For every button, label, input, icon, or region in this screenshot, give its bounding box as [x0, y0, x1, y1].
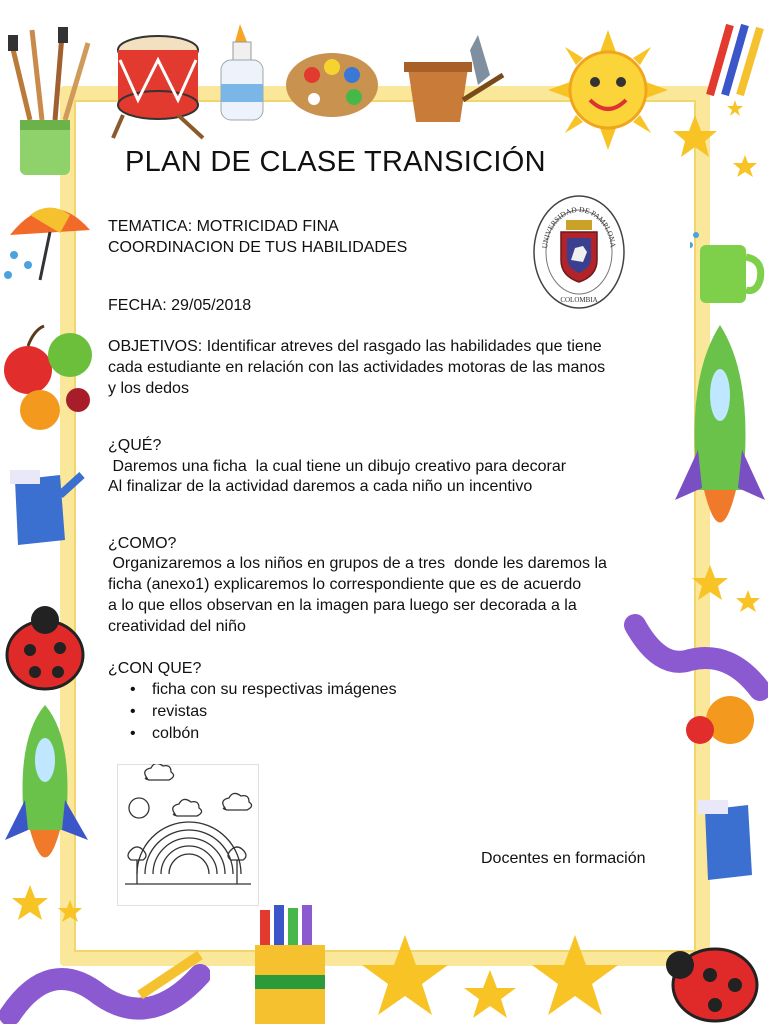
flower-pot-shovel-icon [398, 30, 508, 130]
materials-list [128, 679, 397, 745]
como-line-3: a lo que ellos observan en la imagen para luego ser decorada a la [108, 597, 577, 614]
como-line-1: Organizaremos a los niños en grupos de a tres donde les daremos la [108, 555, 607, 572]
list-item: • revistas [128, 701, 397, 723]
stars-left-icon [10, 880, 100, 940]
stars-bottom-icon [350, 930, 640, 1024]
seal-ring-text: UNIVERSIDAD DE PAMPLONA [540, 204, 618, 249]
university-seal [531, 190, 627, 312]
rocket-icon [0, 700, 90, 880]
rocket-right-icon [670, 320, 768, 555]
paintbrushes-jar-icon [0, 25, 110, 175]
drum-icon [108, 20, 208, 140]
fruits-icon [0, 300, 100, 430]
page-title: PLAN DE CLASE TRANSICIÓN [125, 146, 546, 178]
glue-bottle-icon [215, 22, 270, 127]
seal-crown-icon [566, 220, 592, 230]
que-line-1: Daremos una ficha la cual tiene un dibujo creativo para decorar [108, 458, 567, 475]
objetivos-line-3: y los dedos [108, 380, 189, 397]
rainbow-drawing [117, 764, 259, 906]
ladybug-icon [0, 600, 95, 700]
list-item: • ficha con su respectivas imágenes [128, 679, 397, 701]
fecha-text: FECHA: 29/05/2018 [108, 297, 252, 314]
worm-bottom-icon [0, 935, 210, 1024]
crayons-icon [700, 20, 768, 100]
signature-text: Docentes en formación [481, 850, 646, 867]
tematica-subtitle: COORDINACION DE TUS HABILIDADES [108, 239, 408, 256]
watering-can-right-icon [690, 780, 768, 890]
crayon-box-icon [250, 905, 340, 1024]
watering-can-icon [0, 445, 85, 560]
paint-palette-icon [282, 45, 382, 125]
stars-icon [665, 95, 768, 215]
worm-icon [620, 610, 768, 760]
que-line-2: Al finalizar de la actividad daremos a cada niño un incentivo [108, 478, 533, 495]
con-que-heading: ¿CON QUE? [108, 660, 202, 677]
tematica-label: TEMATICA: MOTRICIDAD FINA [108, 218, 339, 235]
list-item: • colbón [128, 723, 397, 745]
como-line-4: creatividad del niño [108, 618, 246, 635]
umbrella-icon [0, 185, 95, 285]
ladybug-bottom-icon [655, 930, 768, 1024]
objetivos-line-2: cada estudiante en relación con las actividades motoras de las manos [108, 359, 606, 376]
como-line-2: ficha (anexo1) explicaremos lo correspondiente que es de acuerdo [108, 576, 582, 593]
seal-bottom-text: COLOMBIA [560, 296, 598, 304]
mug-icon [690, 225, 768, 315]
como-heading: ¿COMO? [108, 535, 177, 552]
que-heading: ¿QUÉ? [108, 437, 162, 454]
objetivos-line-1: OBJETIVOS: Identificar atreves del rasgado las habilidades que tiene [108, 338, 602, 355]
sun-icon [548, 30, 668, 150]
